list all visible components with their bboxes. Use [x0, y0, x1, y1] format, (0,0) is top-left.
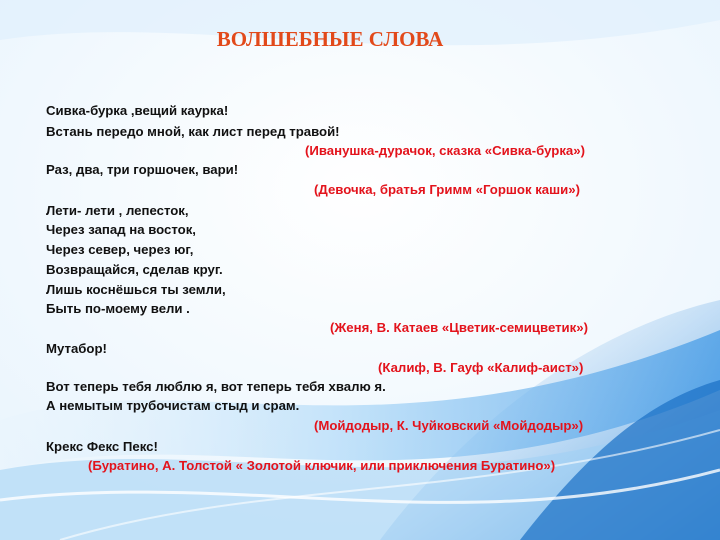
text-line: Крекс Фекс Пекс!: [46, 439, 158, 454]
source-credit: (Иванушка-дурачок, сказка «Сивка-бурка»): [305, 143, 585, 158]
page-title: ВОЛШЕБНЫЕ СЛОВА: [216, 27, 444, 51]
source-credit: (Девочка, братья Гримм «Горшок каши»): [314, 182, 580, 197]
text-line: Встань передо мной, как лист перед травой!: [46, 124, 340, 139]
text-line: Мутабор!: [46, 341, 107, 356]
text-line: Через запад на восток,: [46, 222, 196, 237]
text-line: Через север, через юг,: [46, 242, 194, 257]
text-line: Вот теперь тебя люблю я, вот теперь тебя хвалю я.: [46, 379, 386, 394]
text-line: Лети- лети , лепесток,: [46, 203, 189, 218]
source-credit: (Калиф, В. Гауф «Калиф-аист»): [378, 360, 584, 375]
text-line: А немытым трубочистам стыд и срам.: [46, 398, 300, 413]
text-line: Возвращайся, сделав круг.: [46, 262, 223, 277]
text-line: Сивка-бурка ,вещий каурка!: [46, 103, 229, 118]
text-line: Быть по-моему вели .: [46, 301, 190, 316]
text-line: Раз, два, три горшочек, вари!: [46, 162, 239, 177]
source-credit: (Буратино, А. Толстой « Золотой ключик, или приключения Буратино»): [88, 458, 556, 473]
source-credit: (Женя, В. Катаев «Цветик-семицветик»): [330, 320, 588, 335]
text-line: Лишь коснёшься ты земли,: [46, 282, 226, 297]
source-credit: (Мойдодыр, К. Чуйковский «Мойдодыр»): [314, 418, 584, 433]
